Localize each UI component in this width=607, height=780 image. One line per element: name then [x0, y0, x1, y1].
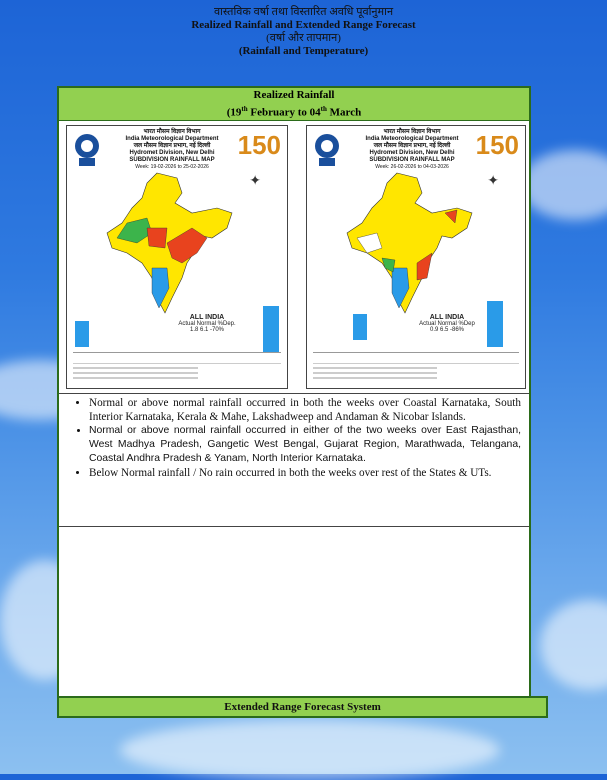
summary-bullets — [59, 393, 529, 526]
all-india-label: ALL INDIA — [189, 313, 225, 321]
imd-emblem-icon — [73, 132, 101, 168]
lakshadweep-inset — [75, 321, 89, 347]
north-arrow-icon: ✦ — [249, 171, 261, 188]
stat-values: 1.8 6.1 -70% — [189, 326, 225, 333]
bullet-item: • Normal or above normal rainfall occurred in both the weeks over Coastal Karnataka, South Interior Karnataka, Kerala & Mahe, Lakshadweep and Andaman & Nicobar Islands. — [89, 396, 521, 424]
map-title: SUBDIVISION RAINFALL MAP — [369, 156, 455, 163]
imd-150-logo: 150 — [475, 129, 519, 160]
map-legend — [313, 352, 519, 358]
bullet-item: • Below Normal rainfall / No rain occurred in both the weeks over rest of the States & UTs. — [89, 466, 521, 480]
map-week: Week: 19-02-2026 to 25-02-2026 — [135, 163, 209, 170]
hindi-subtitle: (वर्षा और तापमान) — [266, 32, 341, 44]
org-hindi: भारत मौसम विज्ञान विभाग — [143, 128, 201, 135]
map-notes — [313, 363, 519, 382]
division-name: Hydromet Division, New Delhi — [369, 149, 455, 156]
map-header — [342, 129, 482, 171]
realized-rainfall-panel — [57, 86, 531, 700]
north-arrow-icon: ✦ — [487, 171, 499, 188]
background-cloud — [120, 720, 500, 780]
stat-headers: Actual Normal %Dep. — [178, 320, 236, 327]
imd-150-logo: 150 — [237, 129, 281, 160]
org-hindi: भारत मौसम विज्ञान विभाग — [383, 128, 441, 135]
map-notes — [73, 363, 281, 382]
footer-title: Extended Range Forecast System — [224, 701, 381, 713]
india-rainfall-map — [337, 168, 477, 318]
forecast-section-header — [57, 696, 548, 718]
page-header — [0, 6, 607, 58]
background-cloud — [520, 150, 607, 220]
section-header — [59, 88, 529, 121]
lakshadweep-inset — [353, 314, 367, 340]
andaman-inset — [263, 306, 279, 352]
ministry-hindi: जल मौसम विज्ञान प्रभाग, नई दिल्ली — [133, 142, 211, 149]
page-subtitle: (Rainfall and Temperature) — [238, 45, 369, 57]
section-period: (19th February to 04th March — [226, 105, 362, 119]
all-india-label: ALL INDIA — [429, 313, 465, 321]
map-header — [102, 129, 242, 171]
map-legend — [73, 352, 281, 358]
section-title: Realized Rainfall — [253, 89, 335, 101]
india-rainfall-map — [97, 168, 237, 318]
rainfall-map-week2 — [306, 125, 526, 389]
stat-headers: Actual Normal %Dep — [419, 320, 475, 327]
division-name: Hydromet Division, New Delhi — [129, 149, 215, 156]
bullet-item: • Normal or above normal rainfall occurred in either of the two weeks over East Rajasthan, West Madhya Pradesh, Gangetic West Bengal, Gujarat Region, Marathwada, Telangana, Coastal Andhra Pradesh & Yanam, North Interior Karnataka. — [89, 424, 521, 466]
all-india-stats — [397, 314, 497, 333]
org-name: India Meteorological Department — [125, 135, 219, 142]
imd-emblem-icon — [313, 132, 341, 168]
map-title: SUBDIVISION RAINFALL MAP — [129, 156, 215, 163]
rainfall-map-week1 — [66, 125, 288, 389]
background-cloud — [540, 600, 607, 690]
all-india-stats — [157, 314, 257, 333]
map-week: Week: 26-02-2026 to 04-03-2026 — [375, 163, 449, 170]
rainfall-maps — [59, 121, 529, 393]
ministry-hindi: जल मौसम विज्ञान प्रभाग, नई दिल्ली — [373, 142, 451, 149]
blank-area — [59, 526, 529, 687]
stat-values: 0.9 6.5 -86% — [429, 326, 465, 333]
hindi-title: वास्तविक वर्षा तथा विस्तारित अवधि पूर्वानुमान — [213, 6, 394, 18]
page-title: Realized Rainfall and Extended Range Forecast — [191, 19, 416, 31]
org-name: India Meteorological Department — [365, 135, 459, 142]
